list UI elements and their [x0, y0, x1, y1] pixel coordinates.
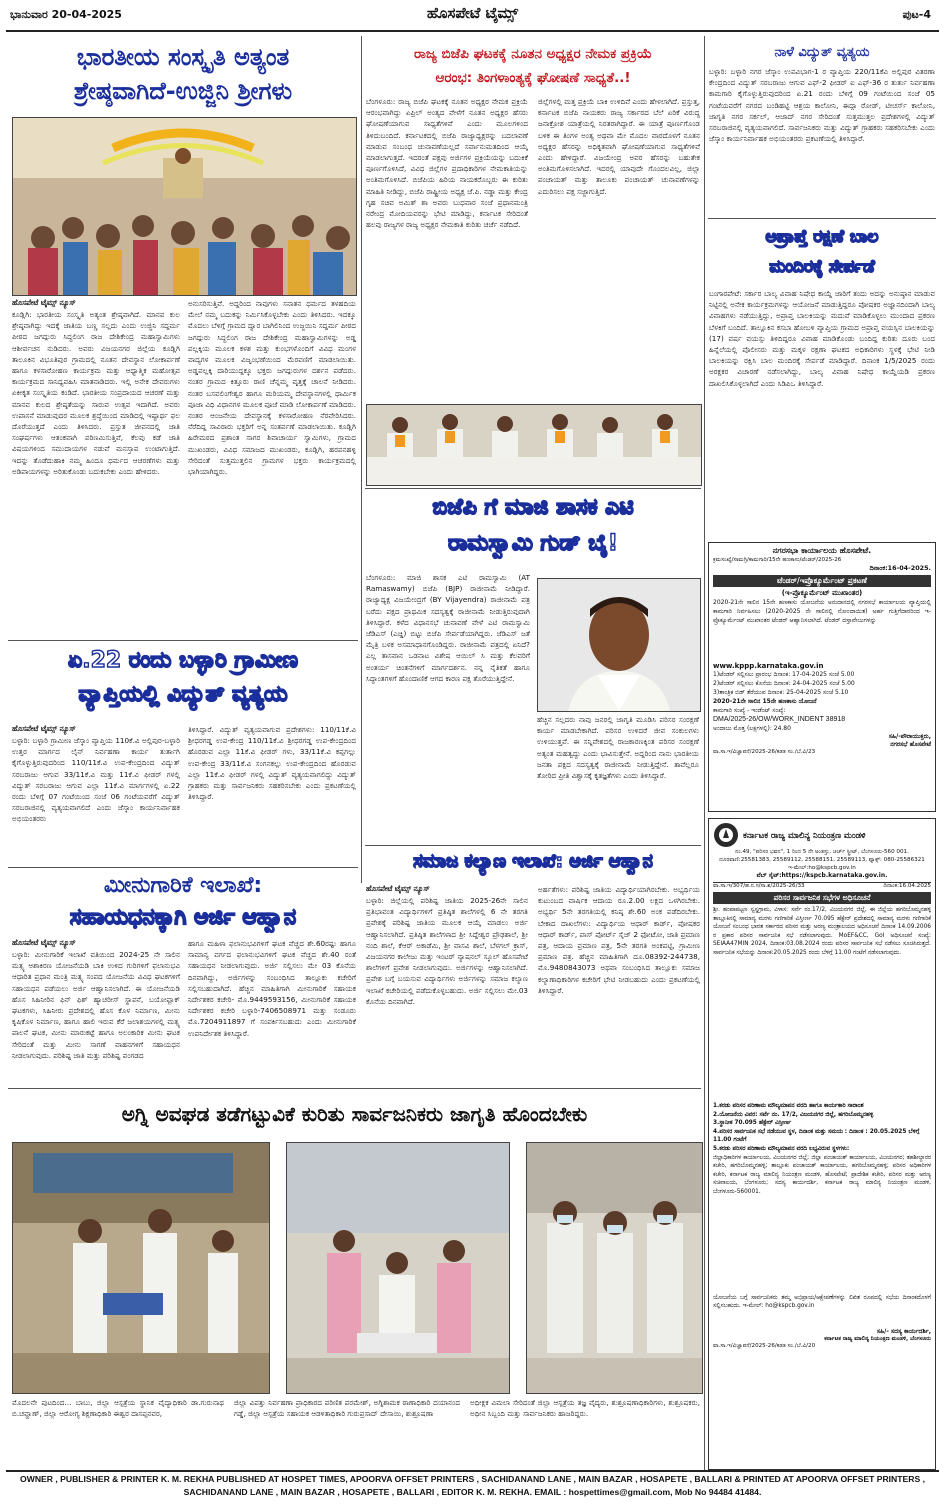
- story7-byline: ಹೊಸಪೇಟೆ ಟೈಮ್ಸ್ ನ್ಯೂಸ್: [12, 938, 76, 947]
- fire-drill-photo-1: [13, 1143, 269, 1393]
- story7-headline-line1: ಮೀನುಗಾರಿಕೆ ಇಲಾಖೆ:: [103, 873, 263, 898]
- kspcb-date: ದಿನಾಂಕ:16.04.2025: [883, 883, 931, 889]
- kspcb-header: [713, 822, 931, 848]
- kspcb-line3: 3.ಸ್ಥಾನೀಕ 70.095 ಹೆಕ್ಟೇರ್ ವಿಸ್ತೀರ್ಣ: [713, 1120, 792, 1127]
- kspcb-body: ಶ್ರೀ. ಹಂಪಾಪಟ್ಟಣ ಸ್ವಸ್ಥಗ್ರಾಮ, ವಿಳಾಸ: ಸರ್ವೆ ನಂ.17/2, ವಿಜಯನಗರ ಜಿಲ್ಲೆ, ಈ ಜಿಲ್ಲೆಯ ಹಗರಿಬೊಮ್ಮನಹಳ್ಳಿ ತಾಲ್ಲೂಕಿನಲ್ಲಿ ಸಾಮಾನ್ಯ ಮರಳು ಗಣಿಗಾರಿಕೆ ವಿಸ್ತೀರ್ಣ 70.095 ಹೆಕ್ಟೇರ್ ಪ್ರದೇಶದಲ್ಲಿ ಸಾಮಾನ್ಯ ಮರಳು ಗಣಿಗಾರಿಕೆ ಯೋಜನೆ ಸಂಬಂಧ ಭಾರತ ಸರ್ಕಾರದ ಪರಿಸರ ಮತ್ತು ಅರಣ್ಯ ಮಂತ್ರಾಲಯದ ಅಧಿಸೂಚನೆ ದಿನಾಂಕ 14.09.2006 ರ ಪ್ರಕಾರ ಪರಿಸರ ಸಾರ್ವಜನಿಕ ಸಭೆ ನಡೆಸಲಾಗುವುದು. MoEF&CC, GoI ಅಧಿಸೂಚನೆ ಸಂಖ್ಯೆ: SEIAA47MIN 2024, ದಿನಾಂಕ:03.08.2024 ರಂದು ಪರಿಸರ ಸಾರ್ವಜನಿಕ ಸಭೆ ನಡೆಸಲು ಸೂಚಿಸಿರುತ್ತದೆ. ಸಾರ್ವಜನಿಕ ಸಭೆಯನ್ನು ದಿನಾಂಕ:20.05.2025 ರಂದು ಬೆಳಿಗ್ಗೆ 11.00 ಗಂಟೆಗೆ ನಡೆಸಲಾಗುವುದು.: [713, 907, 931, 956]
- story6-body: [12, 724, 357, 864]
- footer-rule: [6, 1470, 939, 1472]
- story2-body: [366, 96, 700, 400]
- story9-headline: ಅಗ್ನಿ ಅವಘಡ ತಡೆಗಟ್ಟುವಿಕೆ ಕುರಿತು ಸಾರ್ವಜನಿಕರು ಜಾಗೃತಿ ಹೊಂದಬೇಕು: [121, 1102, 588, 1126]
- story5-headline: [365, 490, 701, 562]
- kspcb-phone: ದೂರವಾಣಿ:25581383, 25589112, 25588151, 25589113, ಫ್ಯಾಕ್ಸ್: 080-25586321: [719, 857, 925, 863]
- story9-body-col2: ಜಿಲ್ಲಾ ವಿಪತ್ತು ನಿರ್ವಹಣಾ ಪ್ರಾಧಿಕಾರದ ಪರಿಣಿತ ಪರಮೇಶ್, ಅಗ್ನಿಶಾಮಕ ಠಾಣಾಧಿಕಾರಿ ದಯಾನಂದ ಗಡ್ಡೆ, ಜಿಲ್ಲಾ ಆಸ್ಪತ್ರೆಯ ಸಹಾಯಕ ಆಡಳಿತಾಧಿಕಾರಿ ಗುರುಪ್ರಸಾದ್ ದೇಸಾಯಿ, ಶುಶ್ರೂಷಣಾ: [234, 1398, 460, 1419]
- story4-body: ಬಂಗಾರಪೇಟೆ: ಸರ್ಕಾರ ಬಾಲ್ಯ ವಿವಾಹ ನಿಷೇಧ ಕಾಯ್ದೆ ಜಾರಿಗೆ ತಂದು ಅದನ್ನು ಅನುಷ್ಠಾನ ಮಾಡುವ ನಿಟ್ಟಿನಲ್ಲಿ ಅನೇಕ ಕಾರ್ಯಕ್ರಮಗಳನ್ನು ಆಯೋಜನೆ ಮಾಡುತ್ತಿದ್ದರೂ ಪೋಷಕರ ಅಜ್ಞಾನದಿಂದಾಗಿ ಬಾಲ್ಯ ವಿವಾಹಗಳು ನಡೆಯುತ್ತಿದ್ದು, ಅಪ್ರಾಪ್ತ ಬಾಲಕಿಯನ್ನು ಮದುವೆ ಮಾಡಿಕೊಳ್ಳಲು ಮುಂದಾದ ಪ್ರಕರಣ ಬೆಳಕಿಗೆ ಬಂದಿದೆ. ತಾಲ್ಲೂಕಿನ ಕಸಬಾ ಹೋಬಳಿ ವ್ಯಾಪ್ತಿಯ ಗ್ರಾಮದ ಅಪ್ರಾಪ್ತ ವಯಸ್ಸಿನ ಬಾಲಕಿಯನ್ನು (17) ವರ್ಷ ವಯಸ್ಸು ತಿಳಿದಿದ್ದರೂ ವಿವಾಹ ಮಾಡಿಕೊಂಡು ಬಂದಿದ್ದ ಕುರಿತು ದೂರು ಬಂದ ಹಿನ್ನೆಲೆಯಲ್ಲಿ ಪೊಲೀಸರು ಮತ್ತು ಮಕ್ಕಳ ರಕ್ಷಣಾ ಘಟಕದ ಅಧಿಕಾರಿಗಳು ಸ್ಥಳಕ್ಕೆ ಭೇಟಿ ನೀಡಿ ಬಾಲಕಿಯನ್ನು ರಕ್ಷಿಸಿ ಬಾಲ ಮಂದಿರಕ್ಕೆ ಸೇರ್ಪಡೆ ಮಾಡಿದ್ದಾರೆ. ದಿನಾಂಕ 1/5/2025 ರಂದು ಅರಕ್ಷಕರ ವಿಚಾರಣೆ ನಡೆಸಲಾಗಿದ್ದು, ಬಾಲ್ಯ ವಿವಾಹ ನಿಷೇಧ ಕಾಯ್ದೆಯಡಿ ಪ್ರಕರಣ ದಾಖಲಿಸಿಕೊಳ್ಳಲಾಗಿದೆ ಎಂದು ಸಿಡಿಪಿಒ ತಿಳಿಸಿದ್ದಾರೆ.: [709, 289, 935, 388]
- portrait-photo: [538, 579, 700, 711]
- story1-photo: [12, 117, 357, 296]
- story7-body: [12, 938, 357, 1084]
- kspcb-website: ವೆಬ್ ಸೈಟ್:https://kspcb.karnataka.gov.in.: [756, 872, 888, 879]
- tender-website: www.kppp.karnataka.gov.in: [713, 662, 824, 670]
- kspcb-board: ಕರ್ನಾಟಕ ರಾಜ್ಯ ಮಾಲಿನ್ಯ ನಿಯಂತ್ರಣ ಮಂಡಳಿ: [743, 829, 866, 840]
- kspcb-ref: ವಾ.ಸಾ.ಇ/307/ಹ.ನ.ಸ/ಸಾ.ಶ/2025-26/33: [713, 883, 805, 889]
- tender-title: ಟೆಂಡರ್/ಇಪ್ರೊಕ್ಯೂರ್ಮೆಂಟ್ ಪ್ರಕಟಣೆ: [713, 575, 931, 587]
- masthead-paper-name: ಹೊಸಪೇಟೆ ಟೈಮ್ಸ್: [426, 4, 519, 22]
- tender-subtitle: (ಇ-ಪ್ರೊಕ್ಯೂರ್ಮೆಂಟ್ ಮುಖಾಂತರ): [781, 589, 863, 597]
- kspcb-logo-icon: [713, 822, 739, 848]
- tender-line2: 2)ಟೆಂಡರ್ ಸಲ್ಲಿಸಲು ಕೊನೆಯ ದಿನಾಂಕ: 24-04-2025 ಸಂಜೆ 5.00: [713, 680, 855, 687]
- tender-footer-ref: ವಾ.ಸಾ.ಇ/ವಿಜ್ಞಾಪನೆ/2025-26/ಕಡತ ಸಂ./ಬೆ.ವಿ/23: [713, 749, 816, 755]
- story4-headline-line2: ಮಂದಿರಕ್ಕೆ ಸೇರ್ಪಡೆ: [769, 257, 875, 277]
- story4-headline-line1: ಅಪ್ರಾಪ್ತೆ ರಕ್ಷಣೆ ಬಾಲ: [765, 227, 879, 247]
- tender-amount: ಅಂದಾಜು ಮೊತ್ತ (ಲಕ್ಷಗಳಲ್ಲಿ): 24.80: [713, 725, 791, 732]
- kspcb-line1: 1.ಕರಡು ಪರಿಸರ ಪರಿಣಾಮ ಮೌಲ್ಯಮಾಪನ ವರದಿ ಹಾಗೂ ಕಾರ್ಯಕಾರಿ ಸಾರಾಂಶ: [713, 1103, 864, 1109]
- section-divider: [365, 845, 701, 846]
- story2-body-col2: ಜಿಲ್ಲೆಗಳಲ್ಲಿ ಮತ್ತ ಪ್ರಕ್ರಿಯೆ ಬಾಕಿ ಉಳಿದಿವೆ ಎಂದು ಹೇಳಲಾಗಿದೆ. ಪ್ರಸ್ತುತ್ತ, ಕರ್ನಾಟಕ ಬಿಜೆಪಿ ನಾಯಕರು ರಾಜ್ಯ ಸರ್ಕಾರದ ಬೆಲೆ ಏರಿಕೆ ವಿರುದ್ಧ ಜನಾಕ್ರೋಶ ಯಾತ್ರೆಯಲ್ಲಿ ನಿರತರಾಗಿದ್ದಾರೆ. ಈ ಯಾತ್ರೆ ಪೂರ್ಣಗೊಂಡ ಬಳಿಕ ಈ ತಿಂಗಳ ಅಂತ್ಯ ಅಥವಾ ಮೇ ಮೊದಲ ವಾರದೊಳಗೆ ನೂತನ ಅಧ್ಯಕ್ಷರ ಹೆಸರನ್ನು ಅಧಿಕೃತವಾಗಿ ಘೋಷಣೆಯಾಗುವ ಸಾಧ್ಯತೆಗಳಿವೆ ಎಂದು ಹೇಳಿದ್ದಾರೆ. ವಿಜಯೇಂದ್ರ ಅವರ ಹೆಸರನ್ನು ಬಹುತೇಕ ಅಂತಿಮಗೊಳಿಸಲಾಗಿದೆ. ಇದರಲ್ಲಿ ಯಾವುದೇ ಗೊಂದಲವಿಲ್ಲ, ಜಿಲ್ಲಾ ಪಂಚಾಯತ್ ಮತ್ತು ತಾಲೂಕು ಪಂಚಾಯತ್ ಚುನಾವಣೆಗಳನ್ನು ಎದುರಿಸಲು ಪಕ್ಷ ಸಜ್ಜಾಗುತ್ತಿದೆ.: [538, 97, 700, 196]
- story6-headline: [8, 644, 358, 712]
- masthead: [0, 0, 945, 40]
- footer-line1: OWNER , PUBLISHER & PRINTER K. M. REKHA PUBLISHED AT HOSPET TIMES, APOORVA OFFSET PRINTERS , SACHIDANAND LANE , MAIN BAZAR , HOSAPETE , BALLARI & PRINTED AT APOORVA OFFSET PRINTERS ,: [20, 1474, 925, 1484]
- story1-body-col1: ಕೂಡ್ಲಿಗಿ: ಭಾರತೀಯ ಸಂಸ್ಕೃತಿ ಅತ್ಯಂತ ಶ್ರೇಷ್ಠವಾಗಿದೆ. ಮಾನವ ಕುಲ ಶ್ರೇಷ್ಠವಾಗಿದ್ದು ಇದಕ್ಕೆ ಜಾತಿಯ ಬಣ್ಣ ಸಲ್ಲದು ಎಂದು ಉಜ್ಜಿನಿ ಸದ್ದರ್ಮ ಪೀಠದ ಜಗದ್ಗುರು ಸಿದ್ಧಲಿಂಗ ರಾಜ ದೇಶಿಕೇಂದ್ರ ಮಹಾಸ್ವಾಮಿಗಳು ಆಶೀರ್ವಚನ ನುಡಿದರು. ಅವರು ವಿಜಯನಗರ ಜಿಲ್ಲೆಯ ಕೂಡ್ಲಿಗಿ ತಾಲೂಕಿನ ವಿಭೂತಿಪುರ ಗ್ರಾಮದಲ್ಲಿ ನೂತನ ದೇವಸ್ಥಾನ ಲೋಕಾರ್ಪಣೆ ಹಾಗೂ ಕಳಸಾರೋಹಣ ಕಾರ್ಯಕ್ರಮ ಮತ್ತು ಆಧ್ಯಾತ್ಮಿಕ ಮಹೋತ್ಸವ ಕಾರ್ಯಕ್ರಮದ ಸಾನಿಧ್ಯವಹಿಸಿ ಮಾತನಾಡಿದರು. ಇಲ್ಲಿ ಅನೇಕ ದೇವರುಗಳು ಏಕೀಕೃತ ಸಂಸ್ಕೃತಿಯ ಕಂಡಿದೆ. ಭಾರತೀಯ ಸಂಪ್ರದಾಯದ ಆಚರಣೆ ಮತ್ತು ಮಾನವ ಕುಲದ ಶ್ರೇಷ್ಠತೆಯನ್ನು ಸಾರುವ ಉತ್ಸವ ಇದಾಗಿದೆ. ಅವರು ಉಪಾಸನೆ ಮಾಡುವುದರ ಮೂಲಕ ಶ್ರದ್ಧೆಯಿಂದ ಮಾಡಿದಲ್ಲಿ ಇಷ್ಟಾರ್ಥ ಫಲ ದೊರೆಯುತ್ತದೆ ಎಂದು ತಿಳಿಸಿದರು. ಪ್ರಸ್ತುತ ಜೀವನದಲ್ಲಿ ಜಾತಿ ಸಂಘರ್ಷಗಳು ಆತಂಕವಾಗಿ ಪರಿಣಮಿಸುತ್ತಿವೆ, ಕೆಲವು ಕಡೆ ಜಾತಿ ವಿಷಯಗಳಿಂದ ಸಮುದಾಯಗಳ ನಡುವೆ ಮನಸ್ತಾಪ ಉಂಟಾಗುತ್ತಿದೆ. ಇದನ್ನು ತೊಡೆದುಹಾಕಿ ನಮ್ಮ ಹಿಂದೂ ಧರ್ಮದ ಆಚರಣೆಗಳು ಮತ್ತು ಅಡಿಪಾಯಗಳನ್ನು ಅರಿತುಕೊಂಡು ಬದುಕಬೇಕು ಎಂದು ಹೇಳಿದರು.: [12, 310, 180, 476]
- story3-body: ಬಳ್ಳಾರಿ: ಬಳ್ಳಾರಿ ನಗರ ಜೆಸ್ಕಾಂ ಉಪವಿಭಾಗ-1 ರ ವ್ಯಾಪ್ತಿಯ 220/11ಕೆವಿ ಅಲ್ಲಿಪುರ ವಿತರಣಾ ಕೇಂದ್ರದಿಂದ ವಿದ್ಯುತ್ ಸರಬರಾಜು ಆಗುವ ಎಫ್-2 ಫೀಡರ್ ಐ ಎಫ್-36 ರ ತುರ್ತು ನಿರ್ವಹಣಾ ಕಾಮಗಾರಿ ಕೈಗೊಳ್ಳುತ್ತಿರುವುದರಿಂದ ಏ.21 ರಂದು ಬೆಳಿಗ್ಗೆ 09 ಗಂಟೆಯಿಂದ ಸಂಜೆ 05 ಗಂಟೆಯವರೆಗೆ ನಗರದ ಬಂಡಿಹಟ್ಟಿ ಆಶ್ರಯ ಕಾಲೋನಿ, ಈದ್ಗಾ ರೋಡ್, ಟೀಚರ್ಸ್ ಕಾಲೋನಿ, ಜಾಗೃತಿ ನಗರ ಸರ್ಕಲ್, ಆಜಾದ್ ನಗರ ಸೇರಿದಂತೆ ಸುತ್ತಮುತ್ತಲ ಪ್ರದೇಶಗಳಲ್ಲಿ ವಿದ್ಯುತ್ ಸರಬರಾಜಿನಲ್ಲಿ ವ್ಯತ್ಯಯವಾಗಲಿದೆ. ಸಾರ್ವಜನಿಕರು ಮತ್ತು ವಿದ್ಯುತ್ ಗ್ರಾಹಕರು ಸಹಕರಿಸಬೇಕು ಎಂದು ಜೆಸ್ಕಾಂ ಕಾರ್ಯನಿರ್ವಾಹಕ ಅಭಿಯಂತರರು ಪ್ರಕಟಣೆಯಲ್ಲಿ ತಿಳಿಸಿದ್ದಾರೆ.: [709, 67, 935, 144]
- kspcb-footer-ref: ವಾ.ಸಾ.ಇ/ವಿಜ್ಞಾಪನೆ/2025-26/ಕಡತ ಸಂ./ಬೆ.ವಿ/20: [713, 1342, 816, 1349]
- masthead-date: ಭಾನುವಾರ 20-04-2025: [10, 8, 122, 21]
- story4-headline: [708, 222, 936, 282]
- tender-ref: ಕ್ರಮಸಂಖ್ಯೆ/ಸಾಮಗ್ರಿ/ಕಾಮಗಾರಿ/15ನೇ ಹಣಕಾಸು/ಟೆಂಡರ್/2025-26: [713, 557, 842, 563]
- column-divider: [361, 36, 362, 883]
- tender-indent-label: ಕಾಮಗಾರಿ ಸಂಖ್ಯೆ - ಇಂಡೆಂಟ್ ಸಂಖ್ಯೆ:: [713, 707, 786, 714]
- story2-body-col1: ಬೆಂಗಳೂರು: ರಾಜ್ಯ ಬಿಜೆಪಿ ಘಟಕಕ್ಕೆ ನೂತನ ಅಧ್ಯಕ್ಷರ ನೇಮಕ ಪ್ರಕ್ರಿಯೆ ಆರಂಭವಾಗಿದ್ದು ಏಪ್ರಿಲ್ ಅಂತ್ಯದ ವೇಳೆಗೆ ನೂತನ ಅಧ್ಯಕ್ಷರ ಹೆಸರು ಘೋಷಣೆಯಾಗುವ ಸಾಧ್ಯತೆಗಳಿವೆ ಎಂದು ಮೂಲಗಳಿಂದ ತಿಳಿದುಬಂದಿದೆ. ಕರ್ನಾಟಕದಲ್ಲಿ ಬಿಜೆಪಿ ರಾಜ್ಯಾಧ್ಯಕ್ಷರನ್ನು ಬದಲಾವಣೆ ಮಾಡುವ ಸಂಬಂಧ ಚುನಾವಣೆಯಲ್ಲದೆ ಸರ್ವಾನುಮತದಿಂದ ಆಯ್ಕೆ ಮಾಡಲಾಗುತ್ತದೆ. ಇದರಂತೆ ಪಕ್ಷವು ಅರ್ಜಿಗಳ ಪ್ರಕ್ರಿಯೆಯನ್ನು ಬದುಕಿಕೆ ಪೂರ್ಣಗೊಳಿಸಿದೆ, ವಿವಿಧ ಜಿಲ್ಲೆಗಳ ಪ್ರದಾಧಿಕಾರಿಗಳ ನೇಮಕಾತಿಯನ್ನು ಅಂತಿಮಗೊಳಿಸಿದೆ. ಬಿಜೆಪಿಯ ಹಿರಿಯ ನಾಯಕರೊಬ್ಬರು ಈ ಕುರಿತು ಮಾಹಿತಿ ನೀಡಿದ್ದು, ಬಿಜೆಪಿ ರಾಷ್ಟ್ರೀಯ ಅಧ್ಯಕ್ಷ ಜೆ.ಪಿ. ನಡ್ಡಾ ಮತ್ತು ಕೇಂದ್ರ ಗೃಹ ಸಚಿವ ಅಮಿತ್ ಶಾ ಅವರು ಬುಧವಾರ ಸಂಜೆ ಪ್ರಧಾನಮಂತ್ರಿ ನರೇಂದ್ರ ಮೋದಿಯವರನ್ನು ಭೇಟಿ ಮಾಡಿದ್ದು, ಕರ್ನಾಟಕ ಸೇರಿದಂತೆ ಹಲವು ರಾಜ್ಯಗಳ ರಾಜ್ಯ ಅಧ್ಯಕ್ಷರ ನೇಮಕಾತಿ ಕುರಿತು ಚರ್ಚೆ ನಡೆದಿದೆ.: [366, 97, 528, 230]
- fire-drill-photo-2: [287, 1143, 509, 1393]
- story2-photo: [366, 404, 702, 486]
- story7-body-col2: ಹಾಗೂ ಮಹಿಳಾ ಫಲಾನುಭವಿಗಳಿಗೆ ಘಟಕ ವೆಚ್ಚದ ಶೇ.60ರಷ್ಟು ಹಾಗೂ ಸಾಮಾನ್ಯ ವರ್ಗದ ಫಲಾನುಭವಿಗಳಿಗೆ ಘಟಕ ವೆಚ್ಚದ ಶೇ.40 ರಂತೆ ಸಹಾಯಧನ ನೀಡಲಾಗುವುದು. ಅರ್ಜಿ ಸಲ್ಲಿಸಲು ಮೇ 03 ಕೊನೆಯ ದಿನವಾಗಿದ್ದು, ಅರ್ಜಿಗಳನ್ನು ಸಂಬಂಧಿಸಿದ ತಾಲ್ಲೂಕು ಕಚೇರಿಗೆ ಸಲ್ಲಿಸಬಹುದಾಗಿದೆ. ಹೆಚ್ಚಿನ ಮಾಹಿತಿಗಾಗಿ ಮೀನುಗಾರಿಕೆ ಸಹಾಯಕ ನಿರ್ದೇಶಕರ ಕಚೇರಿ- ಮೊ.9449593156, ಮೀನುಗಾರಿಕೆ ಸಹಾಯಕ ನಿರ್ದೇಶಕರ ಕಚೇರಿ ಬಳ್ಳಾರಿ-7406508971 ಮತ್ತು ಸಂಡೂರು ಮೊ.7204911897 ಗೆ ಸಂಪರ್ಕಿಸಬಹುದು ಎಂದು ಮೀನುಗಾರಿಕೆ ಉಪನಿರ್ದೇಶಕ ತಿಳಿಸಿದ್ದಾರೆ.: [188, 939, 356, 1038]
- tender-notice: [708, 542, 936, 812]
- story9-photo-3: [526, 1142, 703, 1394]
- tender-line1: 1)ಟೆಂಡರ್ ಸಲ್ಲಿಸಲು ಪ್ರಾರಂಭ ದಿನಾಂಕ: 17-04-2025 ಸಂಜೆ 5.00: [713, 671, 855, 678]
- story3-headline: ನಾಳೆ ವಿದ್ಯುತ್ ವ್ಯತ್ಯಯ: [774, 45, 870, 60]
- kspcb-sign1: ಸಹಿ/- ಸದಸ್ಯ ಕಾರ್ಯದರ್ಶಿ,: [876, 1327, 931, 1335]
- kspcb-notice: [708, 818, 936, 1470]
- tender-sign2: ನಗರಸಭೆ ಹೊಸಪೇಟೆ: [890, 741, 931, 748]
- fire-drill-photo-3: [527, 1143, 702, 1393]
- tender-office: ನಗರಸಭಾ ಕಾರ್ಯಾಲಯ ಹೊಸಪೇಟೆ.: [772, 546, 872, 555]
- story6-headline-line1: ಏ.22 ರಂದು ಬಳ್ಳಾರಿ ಗ್ರಾಮೀಣ: [68, 648, 298, 673]
- story5-body-right: ಹೆಚ್ಚಿನ ಸಲ್ಲದರು ನಾವು ಜನರಲ್ಲಿ ಜಾಗೃತಿ ಮೂಡಿಸಿ ಪರಿಸರ ಸಂರಕ್ಷಣೆ ಕಾರ್ಯ ಮಾಡಬೇಕಾಗಿದೆ. ಪರಿಸರ ಉಳಿದರೆ ಜೀವ ಸಂಕುಲಗಳು ಉಳಿಯುತ್ತವೆ. ಈ ಸನ್ನಿವೇಶದಲ್ಲಿ ರಾಜಕಾರಣಕ್ಕಿಂತ ಪರಿಸರ ಸಂರಕ್ಷಣೆ ಅತ್ಯಂತ ಮಹತ್ವದ್ದು ಎಂದು ಭಾವಿಸುತ್ತೇನೆ. ಅದ್ದರಿಂದ ನಾನು ಭಾರತೀಯ ಜನತಾ ಪಕ್ಷದ ಸದಸ್ಯತ್ವಕ್ಕೆ ರಾಜೀನಾಮೆ ನೀಡುತ್ತಿದ್ದೇನೆ. ತಾವೆಲ್ಲರೂ ತೋರಿದ ಪ್ರೀತಿ ವಿಶ್ವಾಸಕ್ಕೆ ಕೃತಜ್ಞತೆಗಳು ಎಂದು ತಿಳಿಸಿದ್ದಾರೆ.: [537, 715, 699, 781]
- kspcb-offices: ಜಿಲ್ಲಾಧಿಕಾರಿಗಳ ಕಾರ್ಯಾಲಯ, ವಿಜಯನಗರ ಜಿಲ್ಲೆ; ಜಿಲ್ಲಾ ಪಂಚಾಯತ್ ಕಾರ್ಯಾಲಯ, ವಿಜಯನಗರ; ತಹಶೀಲ್ದಾರರ ಕಚೇರಿ, ಹಗರಿಬೊಮ್ಮನಹಳ್ಳಿ; ತಾಲ್ಲೂಕು ಪಂಚಾಯತ್ ಕಾರ್ಯಾಲಯ, ಹಗರಿಬೊಮ್ಮನಹಳ್ಳಿ; ಪರಿಸರ ಅಧಿಕಾರಿಗಳ ಕಚೇರಿ, ಕರ್ನಾಟಕ ರಾಜ್ಯ ಮಾಲಿನ್ಯ ನಿಯಂತ್ರಣ ಮಂಡಳಿ, ಹೊಸಪೇಟೆ; ಪ್ರಾದೇಶಿಕ ಕಚೇರಿ, ಪರಿಸರ ಮತ್ತು ಅರಣ್ಯ ಸಚಿವಾಲಯ, ಬೆಂಗಳೂರು; ಸದಸ್ಯ ಕಾರ್ಯದರ್ಶಿ, ಕರ್ನಾಟಕ ರಾಜ್ಯ ಮಾಲಿನ್ಯ ನಿಯಂತ್ರಣ ಮಂಡಳಿ, ಬೆಂಗಳೂರು-560001.: [713, 1154, 931, 1195]
- tender-body: 2020-21ನೇ ಸಾಲಿನ 15ನೇ ಹಣಕಾಸು ಯೋಜನೆಯ ಅನುದಾನದಲ್ಲಿ ನಗರಸಭೆ ಕಾರ್ಯಾಲಯ ವ್ಯಾಪ್ತಿಯಲ್ಲಿ ಕಾಮಗಾರಿ ನಿರ್ವಹಿಸಲು (2020-2025 ನೇ ಸಾಲಿನಲ್ಲಿ ನೋಂದಾಯಿತ) ಅರ್ಹ ಗುತ್ತಿಗೆದಾರರಿಂದ ಇ-ಪ್ರೊಕ್ಯೂರ್ಮೆಂಟ್ ಮುಖಾಂತರ ಟೆಂಡರ್ ಆಹ್ವಾನಿಸಲಾಗಿದೆ. ಟೆಂಡರ್ ದಸ್ತಾವೇಜುಗಳನ್ನು: [713, 599, 931, 624]
- tender-date: ದಿನಾಂಕ:16-04-2025.: [869, 564, 931, 572]
- kspcb-email: ಇ-ಮೇಲ್:ho@kspcb.gov.in: [788, 865, 856, 871]
- kspcb-sign2: ಕರ್ನಾಟಕ ರಾಜ್ಯ ಮಾಲಿನ್ಯ ನಿಯಂತ್ರಣ ಮಂಡಳಿ, ಬೆಂಗಳೂರು: [824, 1335, 931, 1342]
- kspcb-ref-row: [713, 882, 931, 890]
- story8-body: [366, 884, 700, 1084]
- bjp-meeting-photo: [367, 405, 701, 485]
- story9-body-col1: ಮೊದಲನೇ ಪುಟದಿಂದ... ಬಾಬು, ಜಿಲ್ಲಾ ಆಸ್ಪತ್ರೆಯ ಸ್ಥಾನಿಕ ವೈದ್ಯಾಧಿಕಾರಿ ಡಾ.ಗುರುನಾಥ ಬಿ.ಚವ್ಹಾಣ್, ಜಿಲ್ಲಾ ಆರೋಗ್ಯ ಶಿಕ್ಷಣಾಧಿಕಾರಿ ಈಶ್ವರ ದಾಸಪ್ಪನವರ,: [12, 1398, 224, 1419]
- story5-photo: [537, 578, 701, 712]
- story9-body-col3: ಅಧೀಕ್ಷಕ ವಿಮಲಾ ಸೇರಿದಂತೆ ಜಿಲ್ಲಾ ಆಸ್ಪತ್ರೆಯ ತಜ್ಞ ವೈದ್ಯರು, ಶುಶ್ರೂಷಣಾಧಿಕಾರಿಗಳು, ಶುಶ್ರೂಷಕರು, ಅಧೀನ ಸಿಬ್ಬಂದಿ ಮತ್ತು ಸಾರ್ವಜನಿಕರು ಹಾಜರಿದ್ದರು.: [470, 1398, 700, 1419]
- story1-body: [12, 298, 357, 638]
- kspcb-line5: 5.ಕರಡು ಪರಿಸರ ಪರಿಣಾಮ ಮೌಲ್ಯಮಾಪನ ವರದಿ ಲಭ್ಯವಿರುವ ಸ್ಥಳಗಳು:: [713, 1145, 850, 1152]
- tender-sign1: ಸಹಿ/-ಪೌರಾಯುಕ್ತರು,: [888, 733, 931, 740]
- section-divider: [8, 640, 358, 641]
- kspcb-title: ಪರಿಸರ ಸಾರ್ವಜನಿಕ ಸಭೆಗಳ ಅಧಿಸೂಚನೆ: [713, 892, 931, 904]
- story9-photo-1: [12, 1142, 270, 1394]
- story1-headline: [8, 40, 358, 108]
- story8-headline: ಸಮಾಜ ಕಲ್ಯಾಣ ಇಲಾಖೆ: ಅರ್ಜಿ ಆಹ್ವಾನ: [413, 851, 653, 872]
- story6-headline-line2: ವ್ಯಾಪ್ತಿಯಲ್ಲಿ ವಿದ್ಯುತ್ ವ್ಯತ್ಯಯ: [78, 682, 288, 707]
- column-divider: [704, 36, 705, 1470]
- story9-photo-2: [286, 1142, 510, 1394]
- story5-headline-line2: ರಾಮಸ್ವಾಮಿ ಗುಡ್ ಬೈ!: [448, 531, 618, 556]
- story1-byline: ಹೊಸಪೇಟೆ ಟೈಮ್ಸ್ ನ್ಯೂಸ್: [12, 298, 76, 307]
- story1-body-col2: ಅನುಸರಿಸುತ್ತಿವೆ. ಅದ್ದರಿಂದ ನಾವುಗಳು ಸನಾತನ ಧರ್ಮದ ತಳಹದಿಯ ಮೇಲೆ ನಮ್ಮ ಬದುಕನ್ನು ನಿರ್ಮಿಸಿಕೊಳ್ಳಬೇಕು ಎಂದು ತಿಳಿಸಿದರು. ಇದಕ್ಕೂ ಮೊದಲು ಬೆಳಿಗ್ಗೆ ಗ್ರಾಮದ ದ್ವಾರ ಬಾಗಿಲಿನಿಂದ ಉಜ್ಜಯಿನಿ ಸದ್ದರ್ಮ ಪೀಠದ ಜಗದ್ಗುರು ಸಿದ್ಧಲಿಂಗ ರಾಜ ದೇಶಿಕೇಂದ್ರ ಮಹಾಸ್ವಾಮಿಗಳನ್ನು ಅಡ್ಡ ಪಲ್ಲಕ್ಕಿಯ ಮೂಲಕ ಕಳಶ ಮತ್ತು ಕುಂಭಗಳೊಂದಿಗೆ ವಿವಿಧ ಮಂಗಳ ವಾದ್ಯಗಳ ಮೂಲಕ ವಿಜೃಂಭಣೆಯಿಂದ ಮೆರವಣಿಗೆ ಮಾಡಲಾಯಿತು. ಅಡ್ಡಪಲ್ಲಕ್ಕಿ ದಾರಿಯುದ್ದಕ್ಕೂ ಭಕ್ತರು ಜಗದ್ಗುರುಗಳ ದರ್ಶನ ಪಡೆದರು. ನಂತರ ಗ್ರಾಮದ ಕಿತ್ತೂರು ರಾಣಿ ಚೆನ್ನಮ್ಮ ವೃತ್ತಕ್ಕೆ ಚಾಲನೆ ನೀಡಿದರು. ನಂತರ ಬಸವಲಿಂಗೇಶ್ವರ ಹಾಗೂ ಮರಿಯಮ್ಮ ದೇವಸ್ಥಾನಗಳಲ್ಲಿ ಧಾರ್ಮಿಕ ಪೂಜಾ ವಿಧಿ ವಿಧಾನಗಳ ಮೂಲಕ ಪೂಜೆ ಮಾಡಿ ಲೋಕಾರ್ಪಣೆ ಮಾಡಿದರು. ನಂತರ ಆಂಜನೇಯ ದೇವಸ್ಥಾನಕ್ಕೆ ಕಳಸಾರೋಹಣ ನೆರವೇರಿಸಿದರು. ನೆರೆದಿದ್ದ ಸಾವಿರಾರು ಭಕ್ತರಿಗೆ ಅನ್ನ ಸಂತರ್ಪಣೆ ಮಾಡಲಾಯಿತು. ಕೂಡ್ಲಿಗಿ ಹಿರೇಮಠದ ಪ್ರಶಾಂತ ಸಾಗರ ಶಿವಾಚಾರ್ಯ ಸ್ವಾಮಿಗಳು, ಗ್ರಾಮದ ಮುಖಂಡರು, ವಿವಿಧ ಸಮಾಜದ ಮುಖಂಡರು, ಕೂಡ್ಲಿಗಿ, ಹರಪನಹಳ್ಳಿ ಸೇರಿದಂತೆ ಸುತ್ತಮುತ್ತಲಿನ ಗ್ರಾಮಗಳ ಭಕ್ತರು ಕಾರ್ಯಕ್ರಮದಲ್ಲಿ ಭಾಗಿಯಾಗಿದ್ದರು.: [188, 299, 356, 477]
- kspcb-address: ನಂ.49, "ಪರಿಸರ ಭವನ", 1 ರಿಂದ 5 ನೇ ಅಂತಸ್ತು, ಚರ್ಚ್ ಸ್ಟ್ರೀಟ್, ಬೆಂಗಳೂರು-560 001.: [735, 849, 909, 855]
- story5-body-left: ಬೆಂಗಳೂರು: ಮಾಜಿ ಶಾಸಕ ಎಟಿ ರಾಮಸ್ವಾಮಿ (AT Ramaswamy) ಬಿಜೆಪಿ (BJP) ರಾಜೀನಾಮೆ ನೀಡಿದ್ದಾರೆ. ರಾಜ್ಯಾಧ್ಯಕ್ಷ ವಿಜಯೇಂದ್ರಗೆ (BY Vijayendra) ರಾಜೀನಾಮೆ ಪತ್ರ ಬರೆದು ಪಕ್ಷದ ಪ್ರಾಥಮಿಕ ಸದಸ್ಯತ್ವಕ್ಕೆ ರಾಜೀನಾಮೆ ನೀಡುತ್ತಿರುವುದಾಗಿ ತಿಳಿಸಿದ್ದಾರೆ. ಕಳೆದ ವಿಧಾನಸಭೆ ಚುನಾವಣೆ ವೇಳೆ ಎಟಿ ರಾಮಸ್ವಾಮಿ ಜೆಡಿಎಸ್ (ಎಚ್ಡಿ) ಬಿಟ್ಟು ಬಿಜೆಪಿ ಸೇರ್ಪಡೆಯಾಗಿದ್ದರು. ಜೆಡಿಎಸ್ ಜತೆ ಮೈತ್ರಿ ಬಳಕ ಅಸಮಾಧಾನಗೊಂಡಿದ್ದರು. ರಾಜೀನಾಮೆ ಪತ್ರದಲ್ಲಿ ಏನಿದೆ? ಎಲ್ಲ ತಾಸವಾನ ಒಡನಾಟ ವಿಶೇಷ ಆಯಿಲ್ ಸಿ ಮತ್ತು ಕೆಲವರಿಗೆ ಅಂತರ್ಯ ಚಿಂತನೆಗಳಿಗೆ ಮಾರ್ಗದರ್ಶನ. ನನ್ನ ನೈತಿಕತೆ ಹಾಗೂ ಸಿದ್ಧಾಂತಗಳಿಗೆ ಹೊಂದಾಣಿಕೆ ಆಗದ ಕಾರಣ ಪಕ್ಷ ತೊರೆಯುತ್ತಿದ್ದೇನೆ.: [366, 573, 530, 683]
- story2-headline-line2: ಆರಂಭ: ತಿಂಗಳಾಂತ್ಯಕ್ಕೆ ಘೋಷಣೆ ಸಾಧ್ಯತೆ..!: [435, 70, 631, 86]
- footer-line2: SACHIDANAND LANE , MAIN BAZAR , HOSAPETE , BALLARI , EDITOR K. M. REKHA. EMAIL : hospettimes@gmail.com, Mob No 94484 41484.: [183, 1487, 762, 1497]
- crowd-procession-photo: [13, 118, 356, 295]
- story2-headline-line1: ರಾಜ್ಯ ಬಿಜೆಪಿ ಘಟಕಕ್ಕೆ ನೂತನ ಅಧ್ಯಕ್ಷರ ನೇಮಕ ಪ್ರಕ್ರಿಯೆ: [413, 46, 652, 62]
- story7-headline: [8, 870, 358, 934]
- kspcb-line4: 4.ಪರಿಸರ ಸಾರ್ವಜನಿಕ ಸಭೆ ನಡೆಯುವ ಸ್ಥಳ, ದಿನಾಂಕ ಮತ್ತು ಸಮಯ : ದಿನಾಂಕ : 20.05.2025 ಬೆಳಿಗ್ಗೆ 11.00 ಗಂಟೆಗೆ: [713, 1128, 920, 1144]
- section-divider: [708, 218, 936, 219]
- kspcb-closing: ಯೋಜನೆಯ ಬಗ್ಗೆ ಸಾರ್ವಜನಿಕರು ತಮ್ಮ ಅಭಿಪ್ರಾಯ/ಆಕ್ಷೇಪಣೆಗಳನ್ನು ಲಿಖಿತ ರೂಪದಲ್ಲಿ ಸಭೆಯ ದಿನಾಂಕದೊಳಗೆ ಸಲ್ಲಿಸಬಹುದು. ಇ-ಮೇಲ್: ho@kspcb.gov.in: [713, 1294, 931, 1310]
- kspcb-line2: 2.ಯೋಜನೆಯ ವಿವರ: ಸರ್ವೆ ನಂ. 17/2, ವಿಜಯನಗರ ಜಿಲ್ಲೆ, ಹಗರಿಬೊಮ್ಮನಹಳ್ಳಿ: [713, 1111, 874, 1118]
- story7-body-col1: ಬಳ್ಳಾರಿ: ಮೀನುಗಾರಿಕೆ ಇಲಾಖೆ ವತಿಯಿಂದ 2024-25 ನೇ ಸಾಲಿನ ಮತ್ಸ್ಯ ಆಶಾಕಿರಣ ಯೋಜನೆಯಡಿ ಬಾಕಿ ಉಳಿದ ಗುರಿಗಳಿಗೆ ಫಲಾನುಭವಿ ಆಧಾರಿತ ಪ್ರಧಾನ ಮಂತ್ರಿ ಮತ್ಸ್ಯ ಸಂಪದ ಯೋಜನೆಯ ವಿವಿಧ ಘಟಕಗಳಿಗೆ ಸಹಾಯಧನ ಪಡೆಯಲು ಅರ್ಜಿ ಆಹ್ವಾನಿಸಲಾಗಿದೆ. ಈ ಯೋಜನೆಯಡಿ ಹೊಸ ಸಿಹಿನೀರಿನ ಫಿನ್ ಫಿಶ್ ಹ್ಯಾಚರೀಸ್ ಸ್ಥಾಪನೆ, ಬಯೋಫ್ಲಾಕ್ ಘಟಕಗಳು, ಸಿಹಿನೀರು ಪ್ರದೇಶದಲ್ಲಿ ಹೊಸ ಕೊಳ ನಿರ್ಮಾಣ, ಮೀನು ಕೃಷಿಕೊಳ ನಿರ್ಮಾಣ, ಹಾಗೂ ಹಾಲಿ ಇರುವ ಕೆರೆ ಜಲಾಶಯಗಳಲ್ಲಿ ಮತ್ಸ್ಯ ಪಾಲನೆ ಘಟಕ, ಮೀನು ಮಾರುಕಟ್ಟೆ ಹಾಗೂ ಅಲಂಕಾರಿಕ ಮೀನು ಘಟಕ ಸೇರಿದಂತೆ ಮತ್ತು ಮೀನು ಸಾಗಣೆ ವಾಹನಗಳಿಗೆ ಸಹಾಯಧನ ನೀಡಲಾಗುವುದು. ಪರಿಶಿಷ್ಟ ಜಾತಿ ಮತ್ತು ಪರಿಶಿಷ್ಟ ಪಂಗಡದ: [12, 950, 180, 1060]
- tender-work: 2020-21ನೇ ಸಾಲಿನ 15ನೇ ಹಣಕಾಸು ಯೋಜನೆ: [713, 698, 817, 705]
- story8-byline: ಹೊಸಪೇಟೆ ಟೈಮ್ಸ್ ನ್ಯೂಸ್: [366, 884, 430, 893]
- tender-indent: DMA/2025-26/OW/WORK_INDENT 38918: [713, 716, 846, 723]
- story6-byline: ಹೊಸಪೇಟೆ ಟೈಮ್ಸ್ ನ್ಯೂಸ್: [12, 724, 76, 733]
- story7-headline-line2: ಸಹಾಯಧನಕ್ಕಾಗಿ ಅರ್ಜಿ ಆಹ್ವಾನ: [69, 905, 297, 930]
- section-divider: [8, 867, 358, 868]
- story6-body-col2: ತಿಳಿಸಿದ್ದಾರೆ. ವಿದ್ಯುತ್ ವ್ಯತ್ಯಯವಾಗುವ ಪ್ರದೇಶಗಳು: 110/11ಕೆ.ವಿ ಶ್ರೀಧರಗಡ್ಡ ಉಪ-ಕೇಂದ್ರ 110/11ಕೆ.ವಿ ಶ್ರೀಧರಗಡ್ಡ ಉಪ-ಕೇಂದ್ರದಿಂದ ಹೊರಡುವ ಎಲ್ಲಾ 11ಕೆ.ವಿ ಫೀಡರ್ ಗಳು, 33/11ಕೆ.ವಿ ಕಪ್ಪಗಲ್ಲು ಉಪ-ಕೇಂದ್ರ 33/11ಕೆ.ವಿ ಸಂಗನಕಲ್ಲು ಉಪ-ಕೇಂದ್ರದಿಂದ ಹೊರಡುವ ಎಲ್ಲಾ 11ಕೆ.ವಿ ಫೀಡರ್ ಗಳಲ್ಲಿ ವಿದ್ಯುತ್ ವ್ಯತ್ಯಯವಾಗಲಿದ್ದು ವಿದ್ಯುತ್ ಗ್ರಾಹಕರು ಮತ್ತು ಸಾರ್ವಜನಿಕರು ಸಹಕರಿಸಬೇಕು ಎಂದು ಪ್ರಕಟಣೆಯಲ್ಲಿ ತಿಳಿಸಿದ್ದಾರೆ.: [188, 725, 356, 802]
- masthead-rule: [6, 30, 939, 32]
- story8-body-col1: ಬಳ್ಳಾರಿ: ಜಿಲ್ಲೆಯಲ್ಲಿ ಪರಿಶಿಷ್ಟ ಜಾತಿಯ 2025-26ನೇ ಸಾಲಿನ ಪ್ರತಿಭಾವಂತ ವಿದ್ಯಾರ್ಥಿಗಳಿಗೆ ಪ್ರತಿಷ್ಠಿತ ಶಾಲೆಗಳಲ್ಲಿ 6 ನೇ ತರಗತಿ ಪ್ರವೇಶಕ್ಕೆ ಪರಿಶಿಷ್ಟ ಜಾತಿಯ ಮೂಲಕ ಆಯ್ಕೆ ಮಾಡಲು ಅರ್ಜಿ ಆಹ್ವಾನಿಸಲಾಗಿದೆ. ಪ್ರತಿಷ್ಠಿತ ಶಾಲೆಗಳಾದ ಶ್ರೀ ಸಿದ್ದೇಶ್ವರ ಪ್ರೌಢಶಾಲೆ, ಶ್ರೀ ನಂದಿ ಶಾಲೆ, ಕೆಆರ್ ಅಕಾಡೆಮಿ, ಶ್ರೀ ವಾಸವಿ ಶಾಲೆ, ಬೆಳಗಲ್ ಕ್ರಾಸ್, ವಿಜಯನಗರ ಕಾಲೇಜು ಮತ್ತು ಇಂಟರ್ ನ್ಯಾಷನಲ್ ಸ್ಕೂಲ್ ಹೊಸಪೇಟೆ ಶಾಲೆಗಳಿಗೆ ಪ್ರವೇಶ ನೀಡಲಾಗುವುದು. ಅರ್ಜಿಗಳನ್ನು ಆಹ್ವಾನಿಸಲಾಗಿದೆ. ಪ್ರವೇಶ ಬಗ್ಗೆ ಬಯಸುವ ವಿದ್ಯಾರ್ಥಿಗಳು ಅರ್ಜಿಗಳನ್ನು ಸಮಾಜ ಕಲ್ಯಾಣ ಇಲಾಖೆ ಕಚೇರಿಯಲ್ಲಿ ಪಡೆದುಕೊಳ್ಳಬಹುದು. ಅರ್ಜಿ ಸಲ್ಲಿಸಲು ಮೇ.03 ಕೊನೆಯ ದಿನವಾಗಿದೆ.: [366, 896, 528, 1006]
- story1-headline-line2: ಶ್ರೇಷ್ಠವಾಗಿದೆ-ಉಜ್ಜಿನಿ ಶ್ರೀಗಳು: [73, 77, 293, 105]
- story2-headline: [365, 42, 701, 90]
- story5-headline-line1: ಬಿಜೆಪಿ ಗೆ ಮಾಜಿ ಶಾಸಕ ಎಟಿ: [432, 495, 634, 520]
- section-divider: [8, 1088, 701, 1089]
- story8-body-col2: ಅರ್ಹತೆಗಳು: ಪರಿಶಿಷ್ಟ ಜಾತಿಯ ವಿದ್ಯಾರ್ಥಿಯಾಗಿರಬೇಕು. ಅಭ್ಯರ್ಥಿಯ ಕುಟುಂಬದ ವಾರ್ಷಿಕ ಆದಾಯ ರೂ.2.00 ಲಕ್ಷದ ಒಳಗಿರಬೇಕು. ಅಭ್ಯರ್ಥಿ 5ನೇ ತರಗತಿಯಲ್ಲಿ ಕನಿಷ್ಠ ಶೇ.60 ಅಂಕ ಪಡೆದಿರಬೇಕು. ಬೇಕಾದ ದಾಖಲೆಗಳು: ವಿದ್ಯಾರ್ಥಿಯ ಆಧಾರ್ ಕಾರ್ಡ್, ಪೋಷಕರ ಆಧಾರ್ ಕಾರ್ಡ್, ಪಾಸ್ ಪೋರ್ಟ್ ಸೈಜ್ 2 ಫೋಟೋ, ಜಾತಿ ಪ್ರಮಾಣ ಪತ್ರ, ಆದಾಯ ಪ್ರಮಾಣ ಪತ್ರ, 5ನೇ ತರಗತಿ ಅಂಕಪಟ್ಟಿ, ಗ್ರಾಮೀಣ ಪ್ರಮಾಣ ಪತ್ರ. ಹೆಚ್ಚಿನ ಮಾಹಿತಿಗಾಗಿ ದೂ.08392-244738, ಮೊ.9480843073 ಅಥವಾ ಸಂಬಂಧಿಸಿದ ತಾಲ್ಲೂಕು ಸಮಾಜ ಕಲ್ಯಾಣಾಧಿಕಾರಿಗಳ ಕಚೇರಿಗೆ ಭೇಟಿ ನೀಡಬಹುದು ಎಂದು ಪ್ರಕಟಣೆಯಲ್ಲಿ ತಿಳಿಸಿದ್ದಾರೆ.: [538, 885, 700, 995]
- story1-headline-line1: ಭಾರತೀಯ ಸಂಸ್ಕೃತಿ ಅತ್ಯಂತ: [76, 43, 290, 71]
- story6-body-col1: ಬಳ್ಳಾರಿ: ಬಳ್ಳಾರಿ ಗ್ರಾಮೀಣ ಜೆಸ್ಕಾಂ ವ್ಯಾಪ್ತಿಯ 110ಕೆ.ವಿ ಅಲ್ಲಿಪುರ-ಬಳ್ಳಾರಿ ಉತ್ತರ ಮಾರ್ಗದ ಲೈನ್ ನಿರ್ವಹಣಾ ಕಾರ್ಯ ತುರ್ತಾಗಿ ಕೈಗೊಳ್ಳುತ್ತಿರುವುದರಿಂದ 110/11ಕೆ.ವಿ ಉಪ-ಕೇಂದ್ರದಿಂದ ವಿದ್ಯುತ್ ಸರಬರಾಜು ಆಗುವ 33/11ಕೆ.ವಿ ಮತ್ತು 11ಕೆ.ವಿ ಫೀಡರ್ ಗಳಲ್ಲಿ ವಿದ್ಯುತ್ ಸರಬರಾಜು ಆಗುವ ಎಲ್ಲಾ 11ಕೆ.ವಿ ಮಾರ್ಗಗಳಲ್ಲಿ ಏ.22 ರಂದು ಬೆಳಿಗ್ಗೆ 07 ಗಂಟೆಯಿಂದ ಸಂಜೆ 06 ಗಂಟೆಯವರೆಗೆ ವಿದ್ಯುತ್ ಸರಬರಾಜಿನಲ್ಲಿ ವ್ಯತ್ಯಯವಾಗಲಿದೆ ಎಂದು ಜೆಸ್ಕಾಂ ಕಾರ್ಯನಿರ್ವಾಹಕ ಅಭಿಯಂತರರು: [12, 736, 180, 824]
- tender-line3: 3)ತಾಂತ್ರಿಕ ಬಿಡ್ ತೆರೆಯುವ ದಿನಾಂಕ: 25-04-2025 ಸಂಜೆ 5.10: [713, 689, 849, 696]
- section-divider: [365, 488, 701, 489]
- masthead-page-no: ಪುಟ-4: [902, 8, 931, 21]
